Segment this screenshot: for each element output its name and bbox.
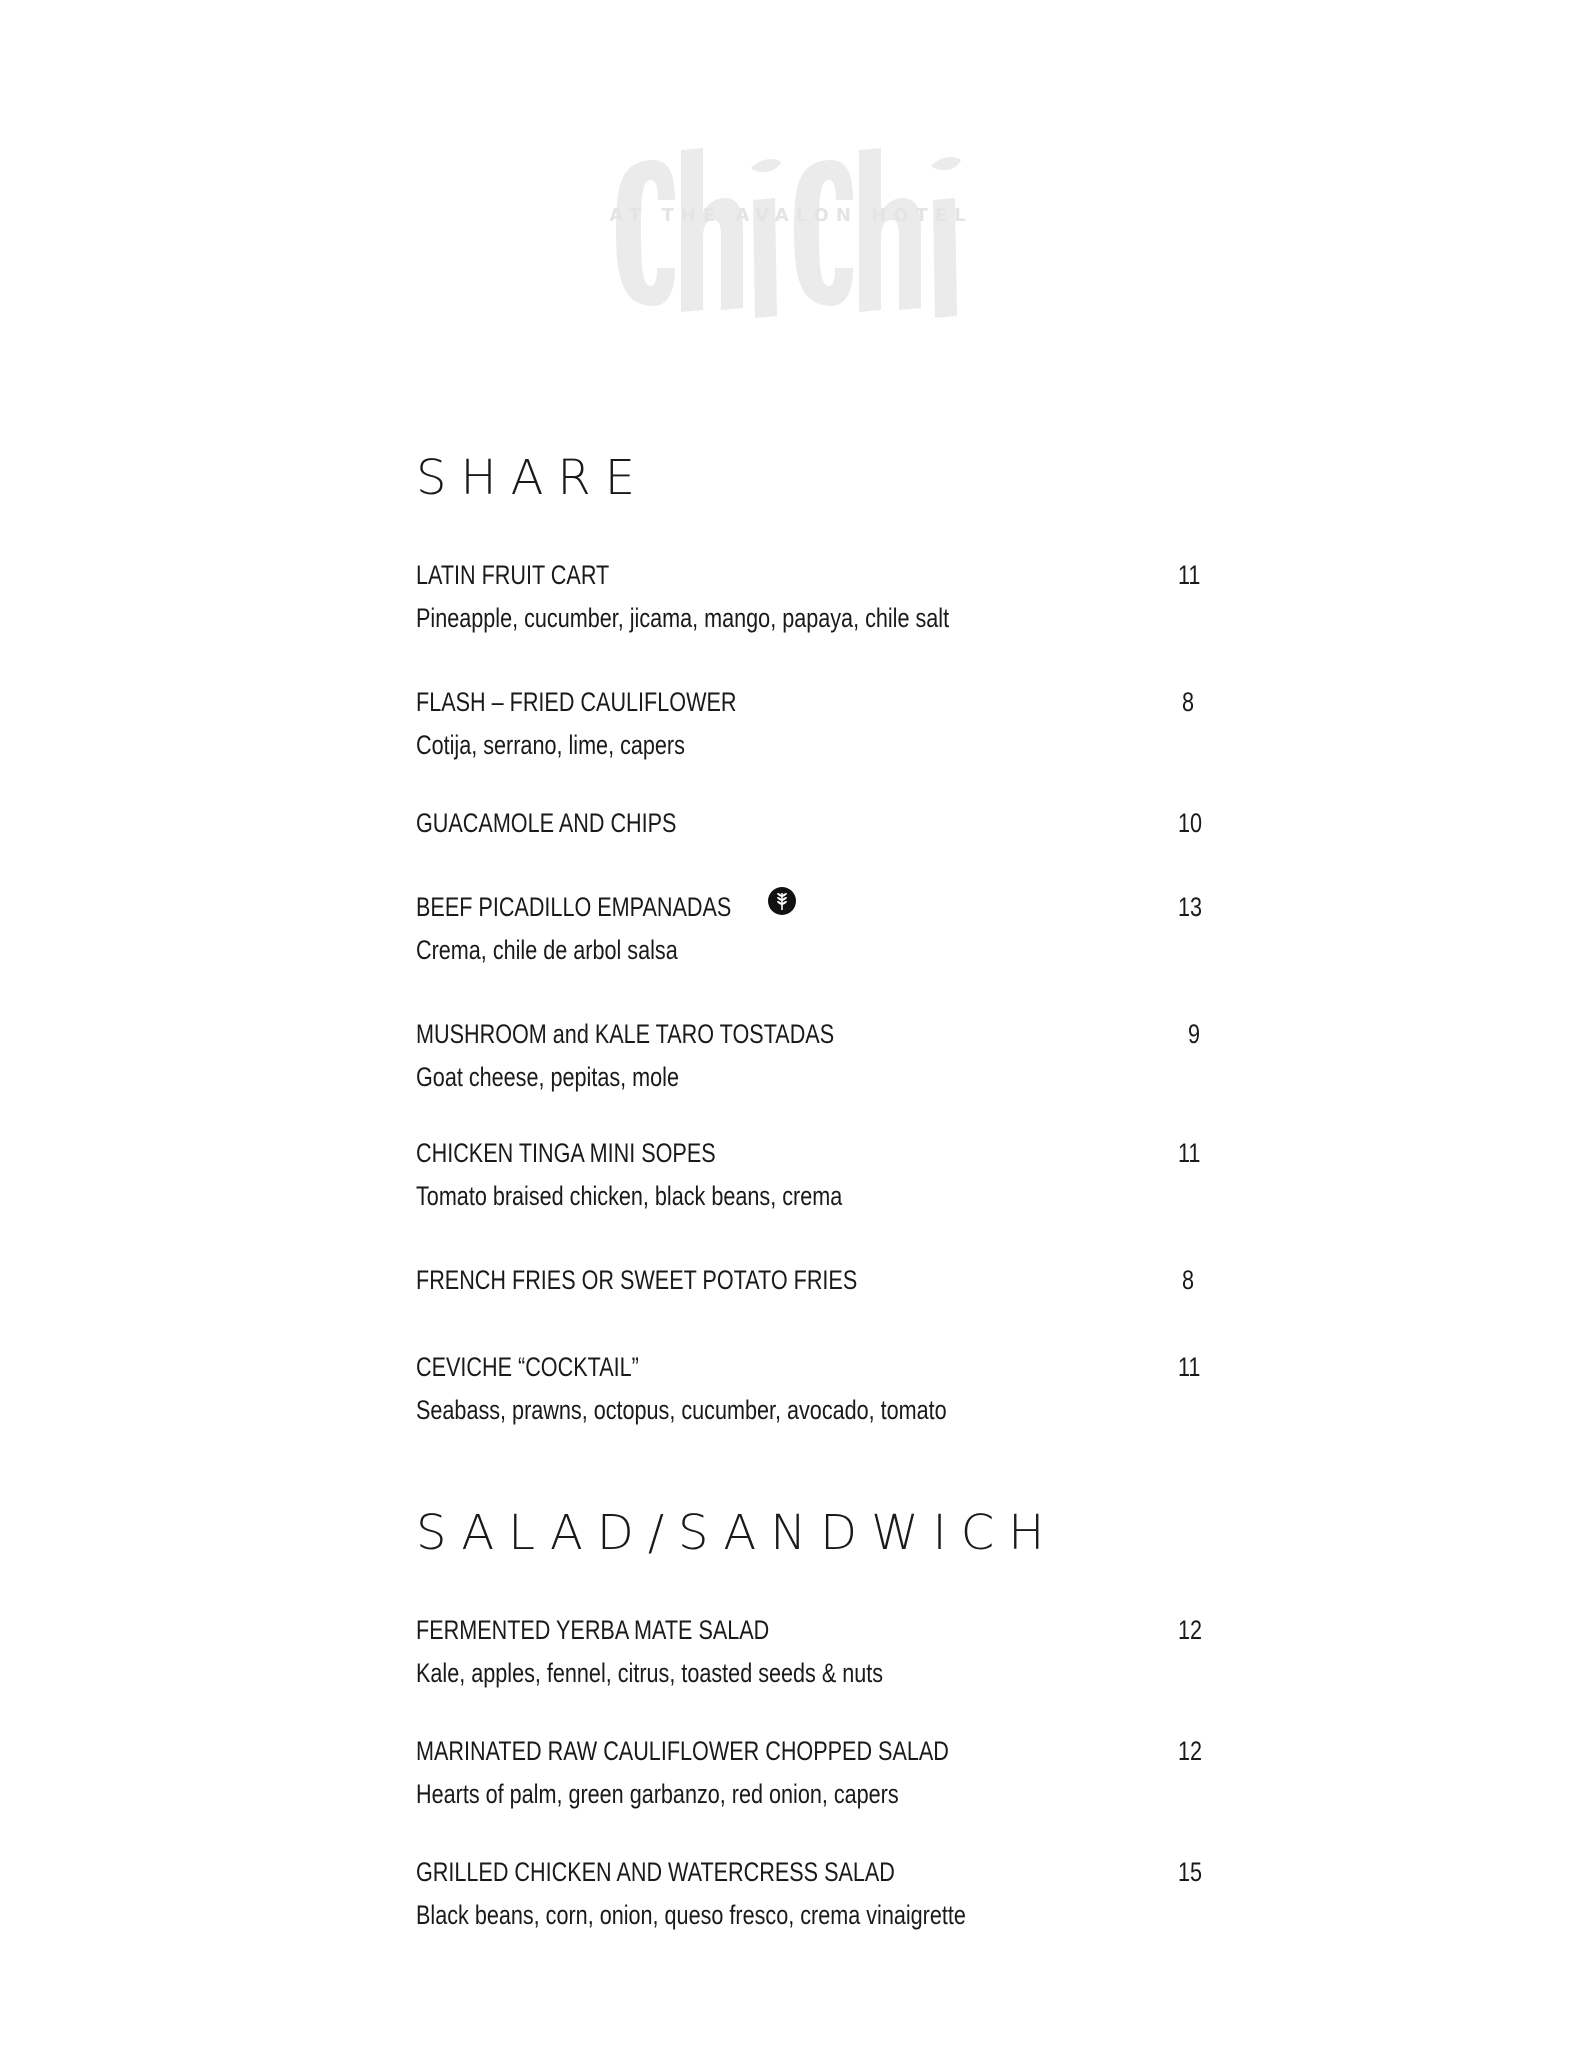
item-price: 15 [1178,1857,1203,1887]
item-price: 12 [1178,1615,1203,1645]
item-description: Tomato braised chicken, black beans, crema [416,1181,843,1211]
item-description: Crema, chile de arbol salsa [416,935,678,965]
item-description: Kale, apples, fennel, citrus, toasted seeds & nuts [416,1658,884,1688]
item-description: Black beans, corn, onion, queso fresco, crema vinaigrette [416,1900,966,1930]
item-description: Cotija, serrano, lime, capers [416,730,685,760]
item-name: LATIN FRUIT CART [416,560,610,590]
item-description: Goat cheese, pepitas, mole [416,1062,679,1092]
section-title-share: SHARE [416,450,650,506]
item-description: Seabass, prawns, octopus, cucumber, avocado, tomato [416,1395,947,1425]
item-description: Hearts of palm, green garbanzo, red onion, capers [416,1779,899,1809]
item-name: MARINATED RAW CAULIFLOWER CHOPPED SALAD [416,1736,949,1766]
item-name: GUACAMOLE AND CHIPS [416,808,677,838]
item-name: FERMENTED YERBA MATE SALAD [416,1615,770,1645]
item-price: 11 [1178,1138,1201,1168]
wheat-icon [768,887,796,915]
item-price: 13 [1178,892,1203,922]
item-name: FLASH – FRIED CAULIFLOWER [416,687,737,717]
restaurant-logo [0,140,1582,330]
item-name: CEVICHE “COCKTAIL” [416,1352,639,1382]
item-name: FRENCH FRIES OR SWEET POTATO FRIES [416,1265,858,1295]
item-price: 11 [1178,560,1201,590]
item-price: 12 [1178,1736,1203,1766]
chi-chi-logo-mark [611,140,971,330]
section-title-salad-sandwich: SALAD/SANDWICH [416,1505,1059,1561]
item-name: MUSHROOM and KALE TARO TOSTADAS [416,1019,835,1049]
item-price: 8 [1182,687,1195,717]
item-price: 9 [1188,1019,1201,1049]
item-price: 11 [1178,1352,1201,1382]
item-name: CHICKEN TINGA MINI SOPES [416,1138,716,1168]
item-price: 10 [1178,808,1203,838]
item-price: 8 [1182,1265,1195,1295]
item-name: BEEF PICADILLO EMPANADAS [416,892,732,922]
logo-subtitle: AT THE AVALON HOTEL [609,205,973,226]
item-name: GRILLED CHICKEN AND WATERCRESS SALAD [416,1857,895,1887]
item-description: Pineapple, cucumber, jicama, mango, papaya, chile salt [416,603,950,633]
